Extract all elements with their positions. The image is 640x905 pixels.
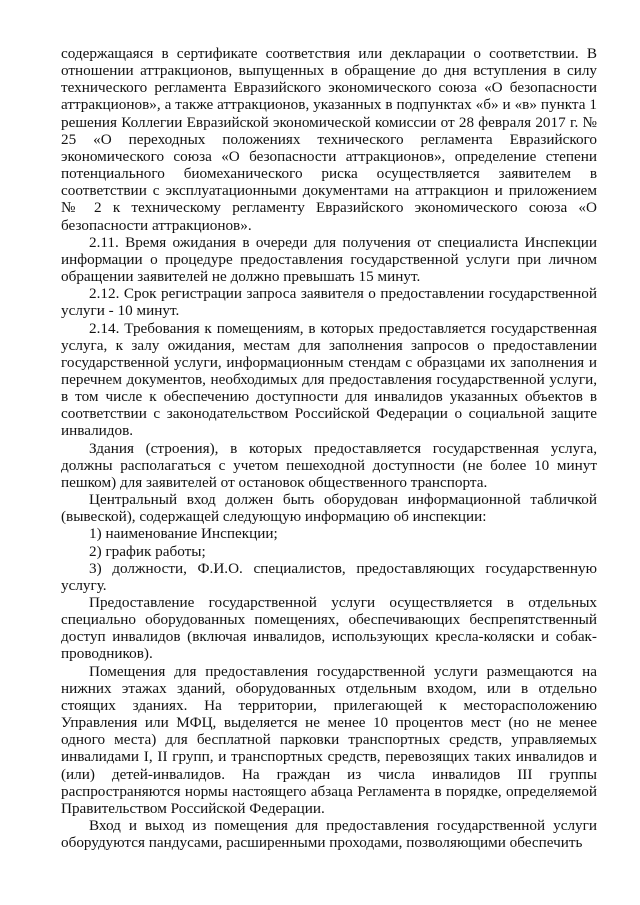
paragraph-2-14-premises-requirements: 2.14. Требования к помещениям, в которых предоставляется государственная услуга, к залу ожидания, местам для заполнения запросов о предоставлении государственной услуги, информационным стендам с образцами их заполнения и перечнем документов, необходимых для предоставления государственной услуги, в том числе к обеспечению доступности для инвалидов указанных объектов в соответствии с законодательством Российской Федерации о социальной защите инвалидов. [61,319,597,440]
paragraph-2-11-waiting-time: 2.11. Время ожидания в очереди для получения от специалиста Инспекции информации о процедуре предоставления государственной услуги при личном обращении заявителей не должно превышать 15 минут. [61,233,597,286]
paragraph-entrance-ramps: Вход и выход из помещения для предоставления государственной услуги оборудуются пандусами, расширенными проходами, позволяющими обеспечить [61,817,597,852]
list-item-work-schedule: 2) график работы; [89,542,206,560]
paragraph-certificate-continuation: содержащаяся в сертификате соответствия или декларации о соответствии. В отношении аттракционов, выпущенных в обращение до дня вступления в силу технического регламента Евразийского экономического союза «О безопасности аттракционов», а также аттракционов, указанных в подпунктах «б» и «в» пункта 1 решения Коллегии Евразийской экономической комиссии от 28 февраля 2017 г. № 25 «О переходных положениях технического регламента Евразийского экономического союза «О безопасности аттракционов», определение степени потенциального биомеханического риска осуществляется заявителем в соответствии с эксплуатационными документами на аттракцион и приложением № 2 к техническому регламенту Евразийского экономического союза «О безопасности аттракционов». [61,45,597,234]
paragraph-entrance-signage: Центральный вход должен быть оборудован информационной табличкой (вывеской), содержащей следующую информацию об инспекции: [61,491,597,526]
paragraph-special-premises: Предоставление государственной услуги осуществляется в отдельных специально оборудованных помещениях, обеспечивающих беспрепятственный доступ инвалидов (включая инвалидов, использующих кресла-коляски и собак-проводников). [61,594,597,663]
list-item-specialists: 3) должности, Ф.И.О. специалистов, предоставляющих государственную услугу. [61,559,597,594]
paragraph-buildings-accessibility: Здания (строения), в которых предоставляется государственная услуга, должны располагаться с учетом пешеходной доступности (не более 10 минут пешком) для заявителей от остановок общественного транспорта. [61,439,597,491]
paragraph-ground-floor-parking: Помещения для предоставления государственной услуги размещаются на нижних этажах зданий, оборудованных отдельным входом, или в отдельно стоящих зданиях. На территории, прилегающей к месторасположению Управления или МФЦ, выделяется не менее 10 процентов мест (но не менее одного места) для бесплатной парковки транспортных средств, управляемых инвалидами I, II групп, и транспортных средств, перевозящих таких инвалидов и (или) детей-инвалидов. На граждан из числа инвалидов III группы распространяются нормы настоящего абзаца Регламента в порядке, определяемой Правительством Российской Федерации. [61,662,597,817]
paragraph-2-12-registration-time: 2.12. Срок регистрации запроса заявителя о предоставлении государственной услуги - 10 минут. [61,285,597,320]
document-page [61,45,597,851]
list-item-inspection-name: 1) наименование Инспекции; [89,525,278,543]
